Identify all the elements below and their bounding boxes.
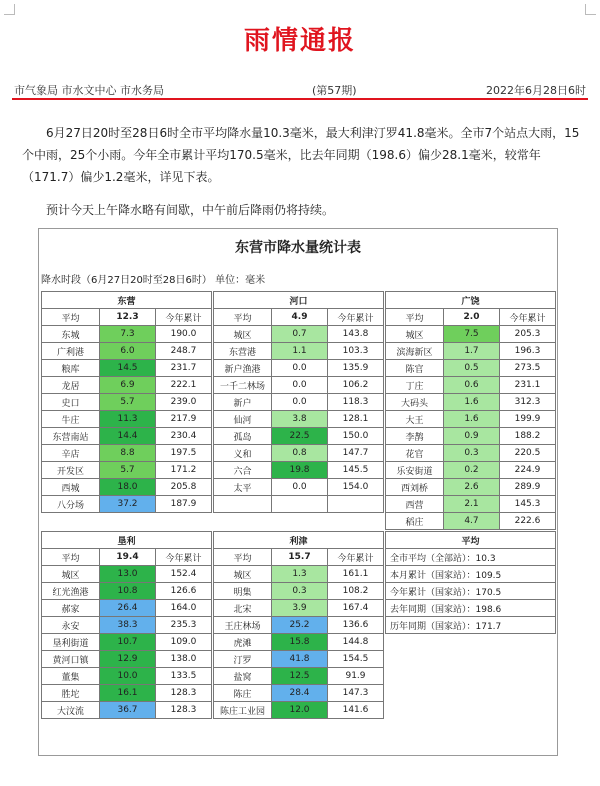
station-name: 史口: [42, 394, 100, 411]
avg-label: 平均: [42, 309, 100, 326]
station-name: 辛店: [42, 445, 100, 462]
station-name: 仙河: [214, 411, 272, 428]
rainfall-value: 13.0: [100, 566, 156, 583]
cumulative-value: 197.5: [156, 445, 212, 462]
station-name: 牛庄: [42, 411, 100, 428]
station-name: 城区: [214, 566, 272, 583]
table-row: [214, 685, 384, 702]
table-row: [386, 428, 556, 445]
rainfall-value: 11.3: [100, 411, 156, 428]
rainfall-value: 0.5: [444, 360, 500, 377]
summary-line: 全市平均（全部站）：10.3: [386, 549, 556, 566]
station-name: 王庄林场: [214, 617, 272, 634]
cumulative-value: 145.3: [500, 496, 556, 513]
cumulative-value: 108.2: [328, 583, 384, 600]
cumulative-value: 154.0: [328, 479, 384, 496]
forecast-paragraph: 预计今天上午降水略有间歇，中午前后降雨仍将持续。: [46, 203, 335, 217]
cumulative-value: 167.4: [328, 600, 384, 617]
rainfall-value: 37.2: [100, 496, 156, 513]
rainfall-value: 38.3: [100, 617, 156, 634]
region-average: 2.0: [444, 309, 500, 326]
table-row: [214, 600, 384, 617]
station-name: 郝家: [42, 600, 100, 617]
station-name: 城区: [214, 326, 272, 343]
cumulative-header: 今年累计: [500, 309, 556, 326]
station-name: 汀罗: [214, 651, 272, 668]
header-divider: [12, 98, 588, 100]
table-row: [386, 326, 556, 343]
cumulative-value: 205.8: [156, 479, 212, 496]
summary-paragraph: 6月27日20时至28日6时全市平均降水量10.3毫米，最大利津汀罗41.8毫米。全市7个站点大雨，15个中雨，25个小雨。今年全市累计平均170.5毫米，比去年同期（198.6）偏少28.1毫米，较常年（171.7）偏少1.2毫米，详见下表。: [22, 126, 580, 184]
rainfall-value: 0.0: [272, 360, 328, 377]
cumulative-value: 231.1: [500, 377, 556, 394]
cumulative-value: 136.6: [328, 617, 384, 634]
cumulative-value: 138.0: [156, 651, 212, 668]
table-row: [42, 702, 212, 719]
cumulative-value: 273.5: [500, 360, 556, 377]
region-table: [41, 291, 212, 513]
table-row: [42, 583, 212, 600]
station-name: 陈庄: [214, 685, 272, 702]
cumulative-header: 今年累计: [156, 549, 212, 566]
station-name: 新户: [214, 394, 272, 411]
rainfall-value: 16.1: [100, 685, 156, 702]
rainfall-value: 0.7: [272, 326, 328, 343]
cumulative-value: 187.9: [156, 496, 212, 513]
rainfall-value: 1.6: [444, 394, 500, 411]
rainfall-value: 0.0: [272, 377, 328, 394]
summary-line: 去年同期（国家站）：198.6: [386, 600, 556, 617]
cumulative-value: 171.2: [156, 462, 212, 479]
cumulative-value: 312.3: [500, 394, 556, 411]
rainfall-value: 14.5: [100, 360, 156, 377]
station-name: 陈庄工业园: [214, 702, 272, 719]
table-period: 降水时段（6月27日20时至28日6时） 单位：毫米: [41, 275, 266, 286]
rainfall-value: 0.2: [444, 462, 500, 479]
rainfall-value: 19.8: [272, 462, 328, 479]
station-name: [214, 496, 272, 513]
region-table: [213, 531, 384, 719]
summary-line: 历年同期（国家站）：171.7: [386, 617, 556, 634]
cumulative-value: 109.0: [156, 634, 212, 651]
station-name: 大汶流: [42, 702, 100, 719]
table-row: [214, 394, 384, 411]
region-table: [385, 291, 556, 530]
table-row: [214, 462, 384, 479]
station-name: 董集: [42, 668, 100, 685]
region-name: 垦利: [42, 532, 212, 549]
rainfall-value: 3.9: [272, 600, 328, 617]
table-row: [42, 394, 212, 411]
rainfall-value: 0.8: [272, 445, 328, 462]
rainfall-value: 12.0: [272, 702, 328, 719]
cumulative-value: 190.0: [156, 326, 212, 343]
table-row: [214, 583, 384, 600]
avg-label: 平均: [386, 309, 444, 326]
cumulative-value: 152.4: [156, 566, 212, 583]
rainfall-value: 41.8: [272, 651, 328, 668]
table-row: [214, 668, 384, 685]
cumulative-value: 118.3: [328, 394, 384, 411]
document-header: [14, 78, 586, 98]
rainfall-value: 5.7: [100, 394, 156, 411]
table-row: [386, 513, 556, 530]
station-name: 东营港: [214, 343, 272, 360]
table-title: 东营市降水量统计表: [235, 240, 361, 256]
station-name: 西城: [42, 479, 100, 496]
cumulative-value: 106.2: [328, 377, 384, 394]
cumulative-value: 220.5: [500, 445, 556, 462]
rainfall-value: 12.9: [100, 651, 156, 668]
station-name: 新户渔港: [214, 360, 272, 377]
rainfall-value: 36.7: [100, 702, 156, 719]
cumulative-value: 235.3: [156, 617, 212, 634]
rainfall-value: 0.3: [272, 583, 328, 600]
rainfall-value: 1.7: [444, 343, 500, 360]
station-name: 盐窝: [214, 668, 272, 685]
cumulative-value: 217.9: [156, 411, 212, 428]
cumulative-value: 141.6: [328, 702, 384, 719]
table-row: [214, 445, 384, 462]
table-row: [386, 479, 556, 496]
station-name: 大王: [386, 411, 444, 428]
cumulative-value: 205.3: [500, 326, 556, 343]
station-name: 广利港: [42, 343, 100, 360]
cumulative-value: 188.2: [500, 428, 556, 445]
table-row: [42, 651, 212, 668]
table-row: [42, 377, 212, 394]
station-name: 垦利街道: [42, 634, 100, 651]
table-row: [42, 360, 212, 377]
station-name: 孤岛: [214, 428, 272, 445]
rainfall-value: 0.6: [444, 377, 500, 394]
table-row: [42, 496, 212, 513]
station-name: 一千二林场: [214, 377, 272, 394]
cumulative-value: 103.3: [328, 343, 384, 360]
rainfall-table-box: [38, 228, 558, 756]
cumulative-value: 128.1: [328, 411, 384, 428]
rainfall-value: 22.5: [272, 428, 328, 445]
table-row: [42, 600, 212, 617]
rainfall-value: 6.0: [100, 343, 156, 360]
region-average: 19.4: [100, 549, 156, 566]
station-name: 虎滩: [214, 634, 272, 651]
cumulative-value: 222.6: [500, 513, 556, 530]
table-row: [214, 411, 384, 428]
rainfall-value: 4.7: [444, 513, 500, 530]
page-corner-mark-right: [585, 4, 596, 15]
station-name: 红光渔港: [42, 583, 100, 600]
cumulative-value: 164.0: [156, 600, 212, 617]
summary-heading: 平均: [386, 532, 556, 549]
page-corner-mark-left: [4, 4, 15, 15]
region-name: 利津: [214, 532, 384, 549]
cumulative-header: 今年累计: [156, 309, 212, 326]
table-row: [214, 377, 384, 394]
rainfall-value: 18.0: [100, 479, 156, 496]
rainfall-value: 7.3: [100, 326, 156, 343]
rainfall-value: 10.8: [100, 583, 156, 600]
station-name: 北宋: [214, 600, 272, 617]
summary-row: [386, 549, 556, 566]
table-row: [214, 566, 384, 583]
cumulative-header: 今年累计: [328, 309, 384, 326]
cumulative-value: 91.9: [328, 668, 384, 685]
cumulative-value: 161.1: [328, 566, 384, 583]
table-row: [214, 634, 384, 651]
table-row: [214, 343, 384, 360]
rainfall-value: 7.5: [444, 326, 500, 343]
region-name: 河口: [214, 292, 384, 309]
station-name: 八分场: [42, 496, 100, 513]
issue-number: (第57期): [312, 84, 357, 97]
station-name: 开发区: [42, 462, 100, 479]
station-name: 陈官: [386, 360, 444, 377]
rainfall-value: 0.0: [272, 479, 328, 496]
rainfall-value: 5.7: [100, 462, 156, 479]
cumulative-value: 147.7: [328, 445, 384, 462]
station-name: 太平: [214, 479, 272, 496]
station-name: 西营: [386, 496, 444, 513]
rainfall-value: 28.4: [272, 685, 328, 702]
station-name: 城区: [386, 326, 444, 343]
table-row: [386, 445, 556, 462]
cumulative-value: 222.1: [156, 377, 212, 394]
table-row: [214, 617, 384, 634]
station-name: 义和: [214, 445, 272, 462]
table-row: [42, 411, 212, 428]
table-row: [386, 394, 556, 411]
table-row: [42, 634, 212, 651]
table-row: [386, 496, 556, 513]
table-row: [214, 496, 384, 513]
table-row: [214, 326, 384, 343]
table-row: [214, 651, 384, 668]
table-row: [214, 479, 384, 496]
cumulative-value: 248.7: [156, 343, 212, 360]
station-name: 西刘桥: [386, 479, 444, 496]
station-name: 粮库: [42, 360, 100, 377]
table-row: [42, 326, 212, 343]
cumulative-value: 135.9: [328, 360, 384, 377]
rainfall-value: 26.4: [100, 600, 156, 617]
station-name: 李鹊: [386, 428, 444, 445]
rainfall-value: 0.9: [444, 428, 500, 445]
region-name: 东营: [42, 292, 212, 309]
station-name: 明集: [214, 583, 272, 600]
rainfall-value: 15.8: [272, 634, 328, 651]
table-row: [386, 411, 556, 428]
region-average: 15.7: [272, 549, 328, 566]
city-summary-table: [385, 531, 556, 634]
table-row: [42, 428, 212, 445]
rainfall-value: 10.7: [100, 634, 156, 651]
cumulative-value: 154.5: [328, 651, 384, 668]
table-row: [386, 377, 556, 394]
document-title: 雨情通报: [243, 26, 356, 56]
rainfall-value: 1.3: [272, 566, 328, 583]
cumulative-value: 224.9: [500, 462, 556, 479]
table-row: [386, 462, 556, 479]
table-row: [42, 566, 212, 583]
table-row: [42, 685, 212, 702]
rainfall-value: 14.4: [100, 428, 156, 445]
avg-label: 平均: [214, 309, 272, 326]
station-name: 滨海新区: [386, 343, 444, 360]
station-name: 乐安街道: [386, 462, 444, 479]
region-name: 广饶: [386, 292, 556, 309]
summary-row: [386, 583, 556, 600]
cumulative-value: 147.3: [328, 685, 384, 702]
avg-label: 平均: [214, 549, 272, 566]
table-row: [42, 668, 212, 685]
rainfall-value: 0.3: [444, 445, 500, 462]
cumulative-value: [328, 496, 384, 513]
table-row: [214, 360, 384, 377]
agencies: 市气象局 市水文中心 市水务局: [14, 84, 164, 97]
station-name: 花官: [386, 445, 444, 462]
rainfall-value: 25.2: [272, 617, 328, 634]
cumulative-value: 231.7: [156, 360, 212, 377]
rainfall-value: 0.0: [272, 394, 328, 411]
rainfall-value: 1.6: [444, 411, 500, 428]
cumulative-value: 230.4: [156, 428, 212, 445]
station-name: 东营南站: [42, 428, 100, 445]
avg-label: 平均: [42, 549, 100, 566]
station-name: 胜坨: [42, 685, 100, 702]
summary-line: 本月累计（国家站）：109.5: [386, 566, 556, 583]
station-name: 稻庄: [386, 513, 444, 530]
cumulative-header: 今年累计: [328, 549, 384, 566]
cumulative-value: 239.0: [156, 394, 212, 411]
rainfall-value: 8.8: [100, 445, 156, 462]
station-name: 丁庄: [386, 377, 444, 394]
issue-date: 2022年6月28日6时: [486, 84, 586, 97]
rainfall-value: 2.6: [444, 479, 500, 496]
station-name: 永安: [42, 617, 100, 634]
cumulative-value: 289.9: [500, 479, 556, 496]
station-name: 黄河口镇: [42, 651, 100, 668]
summary-row: [386, 617, 556, 634]
cumulative-value: 143.8: [328, 326, 384, 343]
summary-row: [386, 566, 556, 583]
table-row: [42, 343, 212, 360]
rainfall-value: 1.1: [272, 343, 328, 360]
station-name: 大码头: [386, 394, 444, 411]
table-row: [214, 702, 384, 719]
cumulative-value: 144.8: [328, 634, 384, 651]
cumulative-value: 196.3: [500, 343, 556, 360]
rainfall-value: 6.9: [100, 377, 156, 394]
table-row: [42, 479, 212, 496]
station-name: 六合: [214, 462, 272, 479]
cumulative-value: 199.9: [500, 411, 556, 428]
rainfall-value: 12.5: [272, 668, 328, 685]
cumulative-value: 145.5: [328, 462, 384, 479]
station-name: 龙居: [42, 377, 100, 394]
table-row: [42, 445, 212, 462]
region-average: 4.9: [272, 309, 328, 326]
table-row: [386, 360, 556, 377]
cumulative-value: 126.6: [156, 583, 212, 600]
cumulative-value: 128.3: [156, 685, 212, 702]
table-row: [42, 617, 212, 634]
summary-row: [386, 600, 556, 617]
rainfall-value: 2.1: [444, 496, 500, 513]
region-table: [41, 531, 212, 719]
table-row: [42, 462, 212, 479]
cumulative-value: 128.3: [156, 702, 212, 719]
rainfall-value: 3.8: [272, 411, 328, 428]
region-table: [213, 291, 384, 513]
rainfall-value: [272, 496, 328, 513]
summary-line: 今年累计（国家站）：170.5: [386, 583, 556, 600]
table-row: [386, 343, 556, 360]
station-name: 东城: [42, 326, 100, 343]
station-name: 城区: [42, 566, 100, 583]
region-average: 12.3: [100, 309, 156, 326]
table-row: [214, 428, 384, 445]
rainfall-value: 10.0: [100, 668, 156, 685]
cumulative-value: 133.5: [156, 668, 212, 685]
cumulative-value: 150.0: [328, 428, 384, 445]
